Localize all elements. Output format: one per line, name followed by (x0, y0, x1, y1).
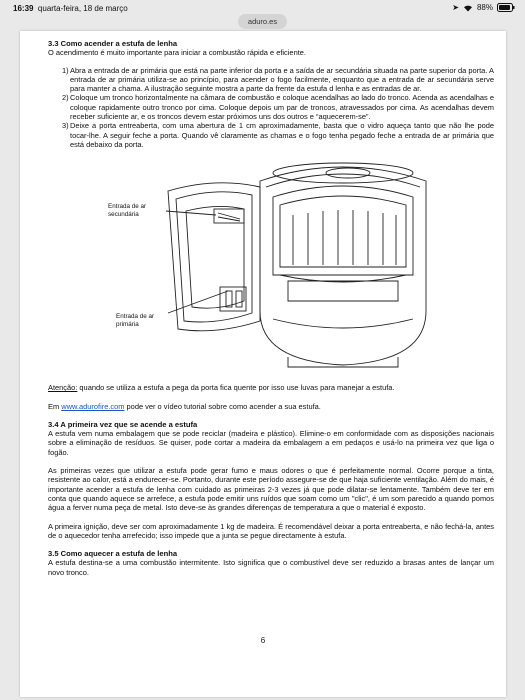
status-time-date (13, 4, 128, 13)
battery-percent: 88% (476, 3, 493, 12)
document-content (48, 39, 494, 577)
step-number: 2) (62, 93, 69, 103)
status-right (452, 3, 515, 12)
step-item (48, 93, 494, 121)
wifi-icon (463, 4, 473, 12)
website-note (48, 402, 494, 411)
step-item (48, 66, 494, 94)
page-number: 6 (260, 636, 266, 645)
stove-drawing (48, 151, 494, 377)
step-number: 3) (62, 121, 69, 131)
document-page (20, 31, 506, 697)
web-prefix: Em (48, 401, 62, 411)
aduro-website-link[interactable]: www.adurofire.com (61, 401, 125, 411)
location-icon: ➤ (452, 3, 459, 12)
section-3-5-paragraph-1: A estufa destina-se a uma combustão intermitente. Isto significa que o combustível deve ser reduzido a brasas antes de lançar um novo tronco. (48, 558, 494, 577)
section-3-3-title: 3.3 Como acender a estufa de lenha (48, 39, 178, 48)
section-3-4-title: 3.4 A primeira vez que se acende a estufa (48, 419, 198, 429)
web-suffix: pode ver o vídeo tutorial sobre como acender a sua estufa. (124, 401, 321, 411)
stove-illustration (48, 151, 494, 377)
address-bar[interactable] (0, 14, 525, 30)
step-number: 1) (62, 65, 69, 75)
label-primary-air: Entrada de ar primária (116, 313, 155, 328)
section-3-3-intro: O acendimento é muito importante para iniciar a combustão rápida e eficiente. (48, 48, 306, 58)
status-time: 16:39 (13, 4, 34, 13)
step-text: Abra a entrada de ar primária que está na parte inferior da porta e a saída de ar secundária situada na parte superior da porta. A entrada de ar primária utiliza-se ao princípio, para acender o fogo facilmente, enquanto que a entrada de ar secundária serve para manter a chama. A ilustração seguinte mostra a parte da frente da estufa d lenha e as entradas de ar. (70, 65, 494, 94)
attention-label: Atenção: (48, 383, 78, 393)
section-3-4-paragraph-3: A primeira ignição, deve ser com aproximadamente 1 kg de madeira. É recomendável deixar a porta entreaberta, e não fechá-la, antes de o aquecedor tenha arrefecido; isso impede que a junta se pegue directamente à estufa. (48, 521, 494, 540)
section-3-5-title: 3.5 Como aquecer a estufa de lenha (48, 549, 178, 559)
label-secondary-air: Entrada de ar secundária (108, 203, 147, 218)
attention-note (48, 383, 494, 392)
attention-text: quando se utiliza a estufa a pega da porta fica quente por isso use luvas para manejar a estufa. (77, 383, 395, 393)
status-date: quarta-feira, 18 de março (37, 4, 128, 13)
step-text: Coloque um tronco horizontalmente na câmara de combustão e coloque acendalhas ao lado do tronco. Acenda as acendalhas e coloque rapidamente outro tronco por cima. Coloque depois um par de troncos, atravessados por cima. As acendalhas devem receber suficiente ar, e os troncos devem estar próximos uns dos outros e “aquecerem-se”. (70, 93, 494, 122)
step-item (48, 121, 494, 149)
step-text: Deixe a porta entreaberta, com uma abertura de 1 cm aproximadamente, basta que o vidro aqueça tanto que não lhe pode tocar-lhe. A seguir feche a porta. Quando vê claramente as chamas e o fogo tenha pegado feche a entrada de ar primária que está debaixo da porta. (70, 121, 494, 149)
battery-icon (497, 3, 515, 12)
lighting-steps (48, 66, 494, 150)
section-3-4-paragraph-2: As primeiras vezes que utilizar a estufa pode gerar fumo e maus odores o que é perfeitamente normal. Ocorre porque a tinta, resistente ao calor, está a endurecer-se. Portanto, durante este período assegure-se de que haja suficiente ventilação. Além do mais, é importante acender a estufa de lenha com cuidado as primeiras 2-3 vezes já que pode dilatar-se lentamente. Também deve ter em conta que quando aquece se arrefece, a estufa pode emitir uns ruídos que soam como um "clic", é um som parecido a quando pomos água a ferver numa peça de metal. Isto deve-se às grandes diferenças de temperatura a que o material é exposto. (48, 466, 494, 513)
section-3-4-paragraph-1: A estufa vem numa embalagem que se pode reciclar (madeira e plástico). Elimine-o em conformidade com as disposições nacionais sobre a eliminação de resíduos. Se quiser, pode cortar a madeira da embalagem a em pedaços e usá-lo na primeira vez que liga o fogão. (48, 429, 494, 457)
url-field[interactable]: aduro.es (238, 14, 287, 29)
